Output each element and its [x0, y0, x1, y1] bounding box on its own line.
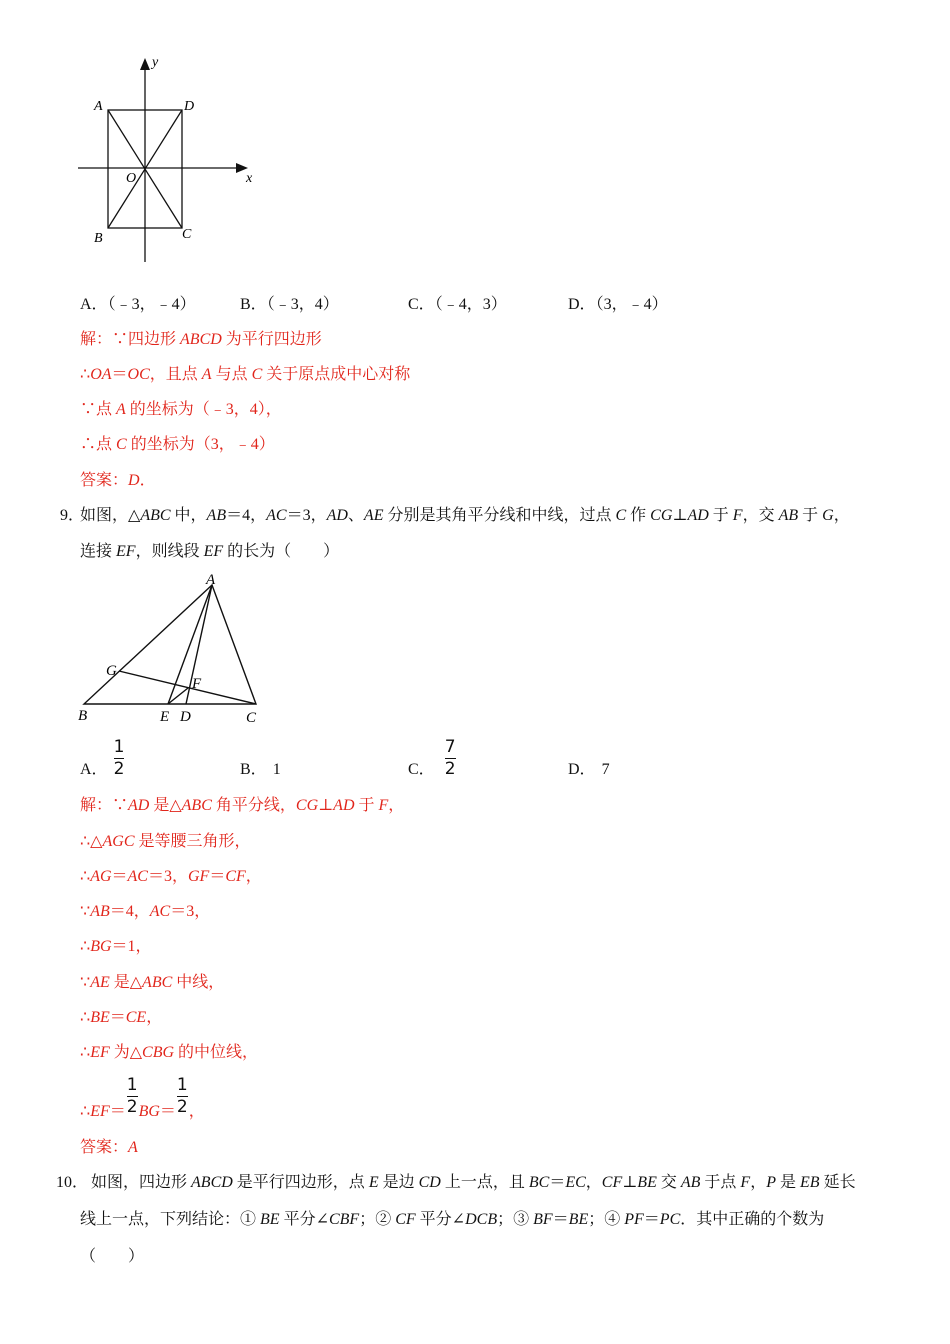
option-letter: B．	[240, 296, 267, 313]
q9-option-c	[408, 734, 456, 780]
figure-triangle-abc	[70, 570, 270, 728]
q9-number: 9．	[60, 507, 85, 524]
q8-option-a	[80, 295, 196, 315]
fraction: $\frac{7}{2}$	[444, 737, 456, 779]
option-letter: B．	[240, 761, 267, 778]
option-text: （﹣3，﹣4）	[107, 296, 196, 313]
label-e: E	[160, 709, 170, 725]
q8-solution-line-3: ∵点 A 的坐标为（﹣3，4），	[80, 401, 282, 418]
option-letter: D．	[568, 761, 596, 778]
q9-solution-line-9: ∴ EF ＝ $\frac{1}{2}$ BG ＝ $\frac{1}{2}$ ，	[80, 1075, 205, 1120]
fraction: $\frac{1}{2}$	[176, 1075, 188, 1117]
label-b: B	[78, 708, 88, 724]
q9-option-b	[240, 760, 281, 780]
q9-solution-line-8: ∴EF 为△CBG 的中位线，	[80, 1044, 259, 1061]
q8-option-d	[568, 295, 668, 315]
q9-solution-line-6: ∵AE 是△ABC 中线，	[80, 974, 225, 991]
q9-option-a	[80, 734, 124, 780]
q10-stem-line-3: （ ）	[80, 1248, 145, 1265]
q8-solution-line-2: ∴OA＝OC，且点 A 与点 C 关于原点成中心对称	[80, 366, 411, 383]
fraction: $\frac{1}{2}$	[113, 737, 125, 779]
option-letter: A．	[80, 296, 108, 313]
q8-option-b	[240, 295, 339, 315]
label-b: B	[94, 231, 103, 246]
label-f: F	[192, 676, 202, 692]
q8-solution-line-4: ∴点 C 的坐标为（3，﹣4）	[80, 436, 275, 453]
option-text: （﹣3，4）	[266, 296, 339, 313]
q9-option-d	[568, 760, 610, 780]
q10-number: 10．	[56, 1174, 89, 1191]
q8-option-c	[408, 295, 507, 315]
q9-solution-line-3: ∴AG＝AC＝3，GF＝CF，	[80, 868, 262, 885]
q9-solution-line-5: ∴BG＝1，	[80, 938, 152, 955]
label-c: C	[246, 710, 257, 726]
option-letter: D．	[568, 296, 596, 313]
q9-solution-line-2: ∴△AGC 是等腰三角形，	[80, 833, 251, 850]
q8-solution-line-1: 解：∵四边形 ABCD 为平行四边形	[80, 331, 322, 348]
q9-answer: 答案：A	[80, 1139, 138, 1156]
option-letter: C．	[408, 761, 435, 778]
q9-stem-line-2: 连接 EF，则线段 EF 的长为（ ）	[80, 543, 340, 560]
q8-answer: 答案：D．	[80, 472, 156, 489]
label-d: D	[184, 99, 195, 114]
label-d: D	[180, 709, 191, 725]
figure-coordinate-rectangle	[70, 50, 290, 270]
q9-solution-line-4: ∵AB＝4，AC＝3，	[80, 903, 211, 920]
option-letter: C．	[408, 296, 435, 313]
label-a: A	[94, 99, 103, 114]
q9-stem-line-1: 如图，△ABC 中，AB＝4，AC＝3，AD、AE 分别是其角平分线和中线，过点 C 作 CG⊥AD 于 F，交 AB 于 G，	[80, 507, 850, 524]
option-text: 7	[601, 761, 610, 778]
triangle-abc	[84, 585, 256, 704]
label-x: x	[246, 171, 253, 186]
label-c: C	[182, 227, 192, 242]
label-g: G	[106, 663, 117, 679]
q10-stem-line-1: 如图，四边形 ABCD 是平行四边形，点 E 是边 CD 上一点，且 BC＝EC，CF⊥BE 交 AB 于点 F，P 是 EB 延长	[91, 1174, 856, 1191]
label-a: A	[206, 572, 216, 588]
q10-stem-line-2: 线上一点，下列结论：① BE 平分∠CBF；② CF 平分∠DCB；③ BF＝BE；④ PF＝PC．其中正确的个数为	[80, 1211, 825, 1228]
label-o: O	[126, 171, 137, 186]
option-letter: A．	[80, 761, 108, 778]
q9-solution-line-7: ∴BE＝CE，	[80, 1009, 163, 1026]
option-text: 1	[272, 761, 281, 778]
fraction: $\frac{1}{2}$	[126, 1075, 138, 1117]
label-y: y	[152, 55, 159, 70]
option-text: （3，﹣4）	[595, 296, 668, 313]
y-axis-arrow	[140, 58, 150, 70]
q9-solution-line-1: 解：∵AD 是△ABC 角平分线，CG⊥AD 于 F，	[80, 797, 405, 814]
option-text: （﹣4，3）	[434, 296, 507, 313]
